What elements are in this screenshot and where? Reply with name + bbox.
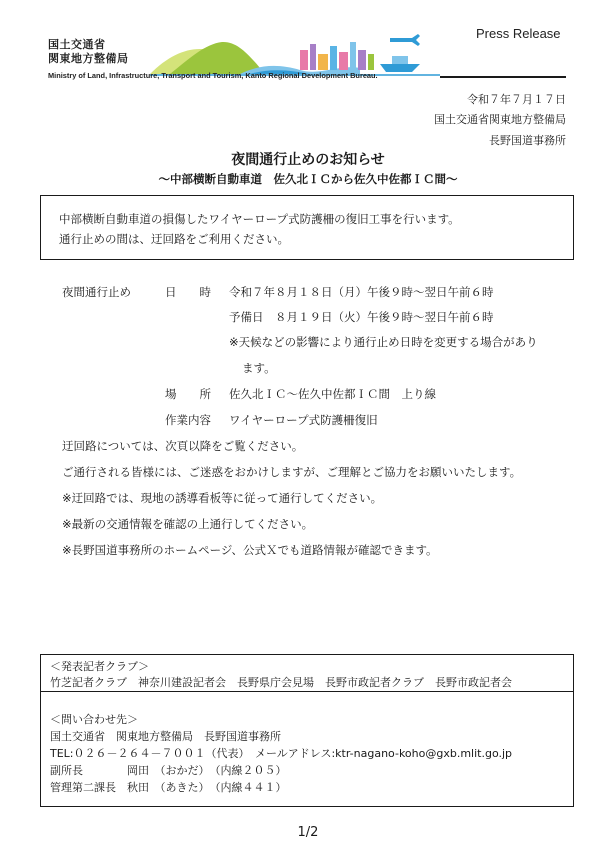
org-name-line1: 国土交通省 [48, 38, 106, 51]
header-rule [440, 76, 566, 78]
press-release-header [0, 0, 616, 90]
org-name-line2: 関東地方整備局 [48, 52, 129, 65]
note-traffic-info: ※最新の交通情報を確認の上通行してください。 [62, 517, 314, 531]
inquiry-organization: 国土交通省 関東地方整備局 長野国道事務所 [50, 730, 281, 743]
contact-person-1: 副所長 岡田 （おかだ） （内線２０５） [50, 764, 287, 777]
release-date: 令和７年７月１７日 [467, 93, 566, 106]
closure-label: 夜間通行止め [62, 285, 131, 299]
inquiry-tel-email: TEL:０２６－２６４－７００１（代表） メールアドレス:ktr-nagano-koho@gxb.mlit.go.jp [50, 747, 513, 760]
work-label: 作業内容 [165, 413, 211, 427]
datetime-value: 令和７年８月１８日（月）午後９時～翌日午前６時 [229, 285, 494, 299]
reserve-date-value: 予備日 ８月１９日（火）午後９時～翌日午前６時 [229, 310, 494, 324]
page-number: 1/2 [297, 825, 319, 840]
ministry-english-name: Ministry of Land, Infrastructure, Transport and Tourism, Kanto Regional Development Bureau. [48, 71, 378, 80]
document-subtitle: ～中部横断自動車道 佐久北ＩＣから佐久中佐都ＩＣ間～ [158, 172, 458, 186]
weather-note-line1: ※天候などの影響により通行止め日時を変更する場合があり [229, 335, 538, 349]
issuer-bureau: 国土交通省関東地方整備局 [434, 113, 566, 126]
datetime-label: 日 時 [165, 285, 211, 299]
note-homepage: ※長野国道事務所のホームページ、公式Ｘでも道路情報が確認できます。 [62, 543, 438, 557]
press-club-list: 竹芝記者クラブ 神奈川建設記者会 長野県庁会見場 長野市政記者クラブ 長野市政記者会 [50, 676, 512, 689]
note-signs: ※迂回路では、現地の誘導看板等に従って通行してください。 [62, 491, 383, 505]
summary-box [40, 195, 574, 260]
press-club-heading: ＜発表記者クラブ＞ [50, 660, 149, 673]
place-value: 佐久北ＩＣ～佐久中佐都ＩＣ間 上り線 [229, 387, 436, 401]
contact-person-2: 管理第二課長 秋田 （あきた） （内線４４１） [50, 781, 287, 794]
weather-note-line2: ます。 [242, 361, 276, 375]
contacts-divider [41, 691, 573, 692]
work-value: ワイヤーロープ式防護柵復旧 [229, 413, 378, 427]
contacts-box [40, 654, 574, 807]
summary-line2: 通行止めの間は、迂回路をご利用ください。 [59, 232, 289, 246]
summary-line1: 中部横断自動車道の損傷したワイヤーロープ式防護柵の復旧工事を行います。 [59, 212, 460, 226]
document-title: 夜間通行止めのお知らせ [231, 152, 385, 168]
press-release-label: Press Release [476, 26, 561, 41]
inquiry-heading: ＜問い合わせ先＞ [50, 713, 138, 726]
apology-paragraph: ご通行される皆様には、ご迷惑をおかけしますが、ご理解とご協力をお願いいたします。 [62, 465, 522, 479]
detour-paragraph: 迂回路については、次頁以降をご覧ください。 [62, 439, 304, 453]
place-label: 場 所 [165, 387, 211, 401]
issuer-office: 長野国道事務所 [489, 134, 566, 147]
